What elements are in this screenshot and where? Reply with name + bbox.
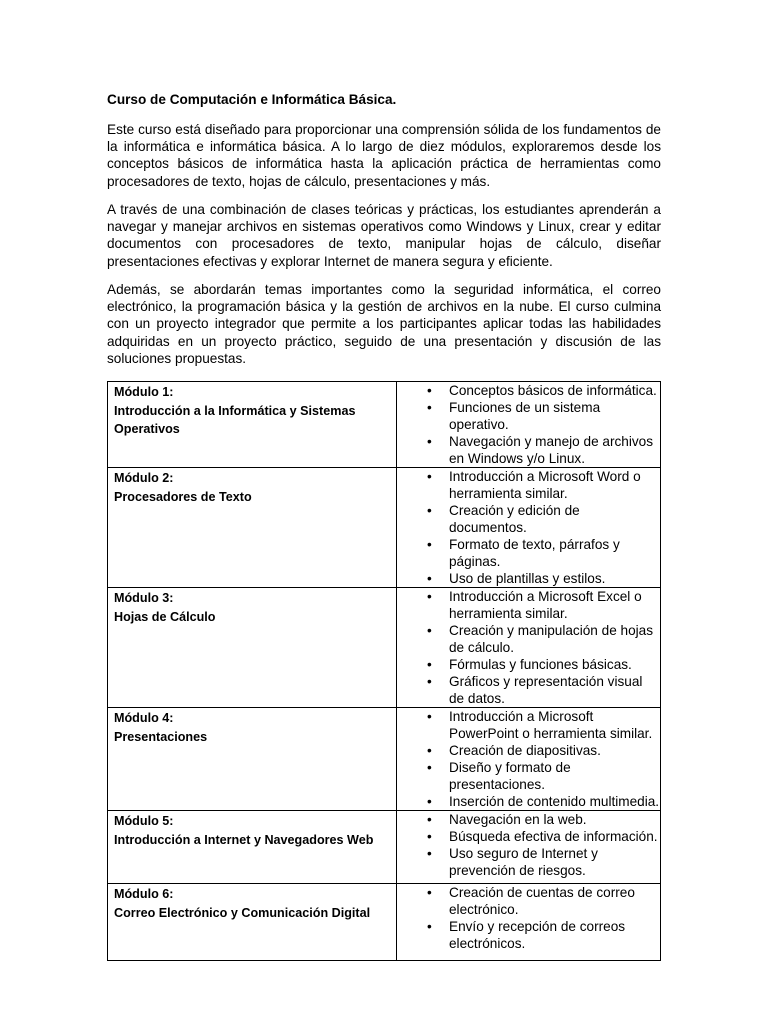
topics-cell — [397, 588, 661, 708]
topics-cell — [397, 811, 661, 884]
topic-item: • Introducción a Microsoft Word o herramienta similar. — [449, 468, 660, 502]
topics-cell — [397, 884, 661, 961]
intro-paragraph: Este curso está diseñado para proporcionar una comprensión sólida de los fundamentos de la informática e informática básica. A lo largo de diez módulos, exploraremos desde los conceptos básicos de informática hasta la aplicación práctica de herramientas como procesadores de texto, hojas de cálculo, presentaciones y más. — [107, 122, 661, 189]
topic-item: • Uso seguro de Internet y prevención de riesgos. — [449, 845, 660, 879]
topic-item: • Creación y edición de documentos. — [449, 502, 660, 536]
topics-cell — [397, 382, 661, 468]
module-cell — [108, 382, 397, 468]
module-row — [108, 382, 661, 468]
module-cell — [108, 884, 397, 961]
module-row — [108, 708, 661, 811]
module-row — [108, 811, 661, 884]
methodology-paragraph: A través de una combinación de clases teóricas y prácticas, los estudiantes aprenderán a navegar y manejar archivos en sistemas operativos como Windows y Linux, crear y editar documentos con procesadores de texto, manipular hojas de cálculo, diseñar presentaciones efectivas y explorar Internet de manera segura y eficiente. — [107, 202, 661, 269]
topic-item: • Funciones de un sistema operativo. — [449, 399, 660, 433]
topic-list — [397, 708, 660, 810]
module-row — [108, 884, 661, 961]
module-cell — [108, 811, 397, 884]
topic-item: • Fórmulas y funciones básicas. — [449, 656, 660, 673]
topic-list — [397, 811, 660, 879]
topic-list — [397, 884, 660, 952]
topic-item: • Navegación y manejo de archivos en Windows y/o Linux. — [449, 433, 660, 467]
module-cell — [108, 708, 397, 811]
module-title: Correo Electrónico y Comunicación Digital — [114, 905, 371, 920]
module-row — [108, 588, 661, 708]
module-title: Procesadores de Texto — [114, 489, 252, 504]
module-name: Módulo 6: — [114, 887, 174, 901]
topic-item: • Navegación en la web. — [449, 811, 660, 828]
topic-item: • Creación de cuentas de correo electrónico. — [449, 884, 660, 918]
module-title: Presentaciones — [114, 729, 208, 744]
module-title: Introducción a la Informática y Sistemas Operativos — [114, 403, 356, 436]
topic-item: • Creación de diapositivas. — [449, 742, 660, 759]
module-name: Módulo 5: — [114, 814, 174, 828]
topic-list — [397, 588, 660, 707]
module-cell — [108, 588, 397, 708]
topic-item: • Uso de plantillas y estilos. — [449, 570, 660, 587]
topic-item: • Introducción a Microsoft PowerPoint o herramienta similar. — [449, 708, 660, 742]
topics-cell — [397, 468, 661, 588]
topic-item: • Inserción de contenido multimedia. — [449, 793, 660, 810]
topic-item: • Formato de texto, párrafos y páginas. — [449, 536, 660, 570]
topic-item: • Creación y manipulación de hojas de cálculo. — [449, 622, 660, 656]
topic-item: • Introducción a Microsoft Excel o herramienta similar. — [449, 588, 660, 622]
topic-list — [397, 468, 660, 587]
module-name: Módulo 2: — [114, 471, 174, 485]
modules-table — [107, 381, 661, 961]
module-cell — [108, 468, 397, 588]
module-name: Módulo 3: — [114, 591, 174, 605]
topic-list — [397, 382, 660, 467]
topic-item: • Envío y recepción de correos electrónicos. — [449, 918, 660, 952]
topic-item: • Diseño y formato de presentaciones. — [449, 759, 660, 793]
topic-item: • Búsqueda efectiva de información. — [449, 828, 660, 845]
document-title: Curso de Computación e Informática Básica. — [107, 92, 397, 107]
module-title: Introducción a Internet y Navegadores Web — [114, 832, 374, 847]
topics-cell — [397, 708, 661, 811]
module-row — [108, 468, 661, 588]
module-name: Módulo 4: — [114, 711, 174, 725]
topics-paragraph: Además, se abordarán temas importantes como la seguridad informática, el correo electrónico, la programación básica y la gestión de archivos en la nube. El curso culmina con un proyecto integrador que permite a los participantes aplicar todas las habilidades adquiridas en un proyecto práctico, seguido de una presentación y discusión de las soluciones propuestas. — [107, 282, 661, 366]
topic-item: • Conceptos básicos de informática. — [449, 382, 660, 399]
topic-item: • Gráficos y representación visual de datos. — [449, 673, 660, 707]
module-name: Módulo 1: — [114, 385, 174, 399]
module-title: Hojas de Cálculo — [114, 609, 216, 624]
